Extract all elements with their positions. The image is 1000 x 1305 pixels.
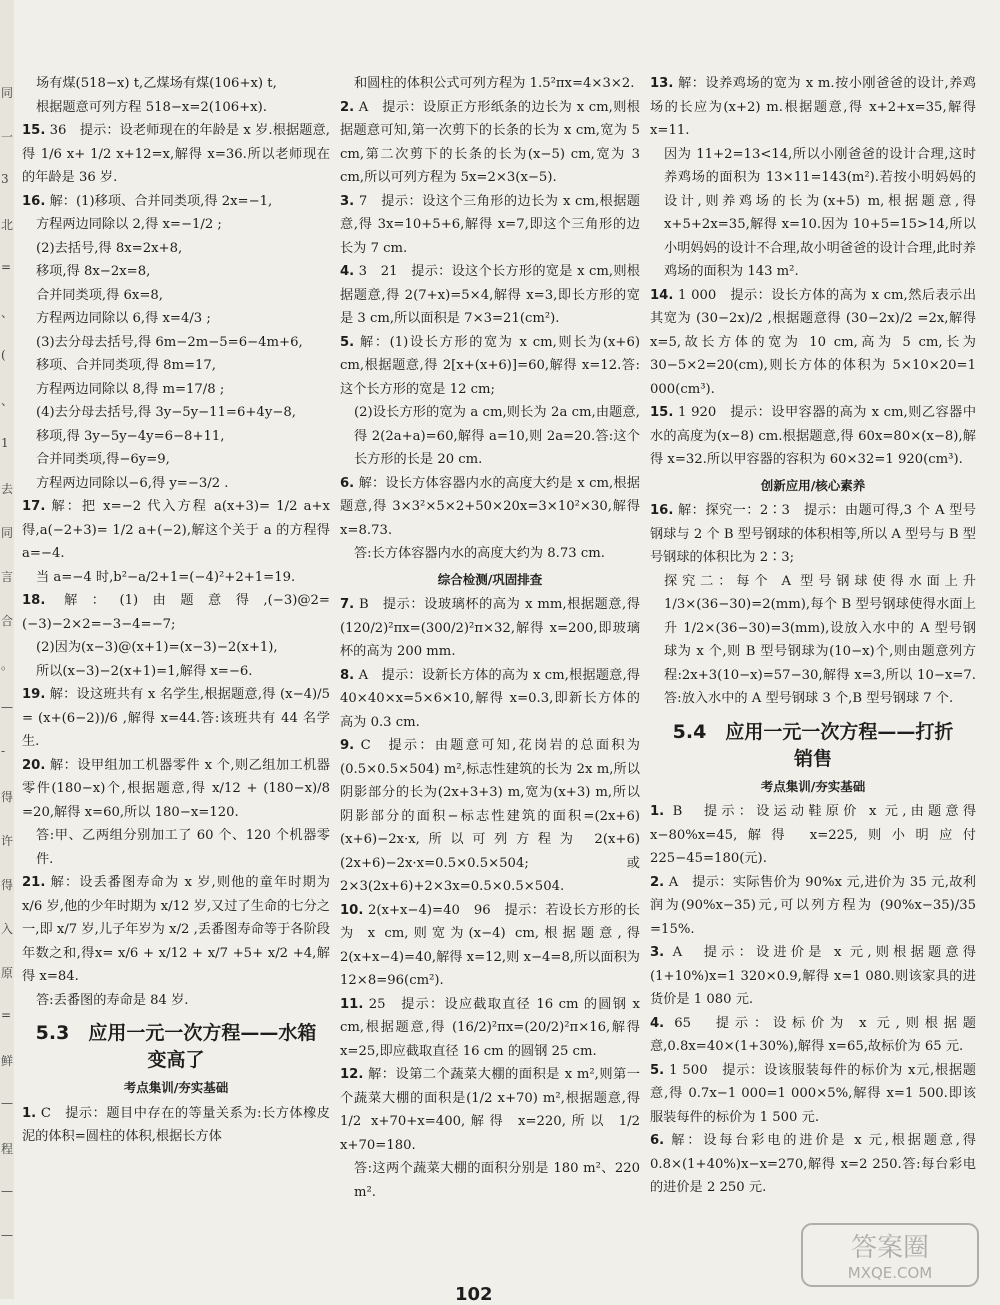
answer-item (22, 119, 330, 190)
section-5-3-subheading: 考点集训/夯实基础 (123, 1080, 229, 1095)
answer-item (22, 284, 330, 308)
item-text: 解：设第二个蔬菜大棚的面积是 x m²,则第一个蔬菜大棚的面积是(1/2 x+70) m²,根据题意,得 1/2 x+70+x=400,解得 x=220,所以 1/2 x+70=180. (340, 1067, 640, 1153)
col2-subheading: 综合检测/巩固排查 (437, 571, 543, 587)
item-number: 2. (340, 99, 355, 115)
edge-char: 、 (1, 306, 14, 320)
item-number: 20. (22, 757, 46, 773)
col3-items-c (650, 800, 976, 1200)
item-number: 14. (650, 287, 674, 303)
edge-char: 一 (1, 130, 14, 144)
answer-item (22, 331, 330, 355)
section-5-3-title-line1: 5.3 应用一元一次方程——水箱 (35, 1022, 317, 1044)
answer-item (650, 941, 976, 1012)
left-margin-strip (0, 0, 14, 1299)
item-text: 因为 11+2=13<14,所以小刚爸爸的设计合理,这时养鸡场的面积为 13×11=143(m²).若按小明妈妈的设计,则养鸡场的长为(x+5) m,根据题意,得 x+5+2x=35,解得 x=10.因为 10+5=15>14,所以小明妈妈的设计不合理,故小明爸爸的设计合理,此时养鸡场的面积为 143 m². (664, 146, 976, 279)
section-5-3-title-line2: 变高了 (147, 1049, 205, 1071)
col2-items (340, 72, 640, 566)
answer-item (340, 1157, 640, 1204)
column-3 (650, 72, 976, 1279)
item-text: 7 提示：设这个三角形的边长为 x cm,根据题意,得 3x=10+5+6,解得 x=7,即这个三角形的边长为 7 cm. (340, 193, 640, 256)
item-number: 19. (22, 687, 46, 702)
item-text: (2)去括号,得 8x=2x+8, (36, 240, 183, 256)
answer-item (22, 378, 330, 402)
item-text: 解：(1)由题意得,(−3)@2=(−3)−2×2=−3−4=−7; (22, 593, 330, 632)
item-text: 解：设这班共有 x 名学生,根据题意,得 (x−4)/5 = (x+(6−2))/6 ,解得 x=44.答:该班共有 44 名学生. (22, 687, 330, 749)
edge-char: 同 (1, 86, 14, 100)
answer-item (340, 260, 640, 331)
edge-char: 鲜 (1, 1054, 14, 1068)
answer-item (650, 1012, 976, 1059)
answer-item (650, 800, 976, 871)
edge-char: 得 (1, 790, 14, 804)
item-number: 15. (22, 123, 46, 138)
answer-item (22, 354, 330, 378)
item-text: A 提示：实际售价为 90%x 元,进价为 35 元,故利润为(90%x−35)元,可以列方程为 (90%x−35)/35 =15%. (650, 874, 976, 937)
answer-item (340, 96, 640, 190)
section-5-4-subheading: 考点集训/夯实基础 (760, 778, 866, 794)
item-text: 合并同类项,得 6x=8, (36, 287, 163, 303)
item-text: 解：设每台彩电的进价是 x 元,根据题意,得 0.8×(1+40%)x−x=270,解得 x=2 250.答:每台彩电的进价是 2 250 元. (650, 1133, 976, 1195)
edge-char: 得 (1, 878, 14, 892)
item-text: 25 提示：设应截取直径 16 cm 的圆钢 x cm,根据题意,得 (16/2)²πx=(20/2)²π×16,解得 x=25,即应截取直径 16 cm 的圆钢 25 cm. (340, 996, 640, 1059)
answer-item (340, 993, 640, 1064)
item-number: 3. (650, 945, 665, 960)
answer-item (650, 499, 976, 570)
edge-char: — (1, 1228, 13, 1242)
item-text: A 提示：设新长方体的高为 x cm,根据题意,得 40×40×x=5×6×10,解得 x=0.3,即新长方体的高为 0.3 cm. (340, 667, 640, 730)
answer-item (22, 72, 330, 96)
answer-item (340, 401, 640, 472)
edge-char: 。 (1, 658, 14, 672)
answer-item (650, 871, 976, 942)
answer-item (650, 284, 976, 402)
item-number: 13. (650, 76, 674, 91)
answer-item (340, 734, 640, 899)
edge-char: 、 (1, 394, 14, 408)
edge-char: 3 (1, 172, 9, 186)
answer-item (22, 190, 330, 214)
answer-item (22, 495, 330, 566)
answer-item (22, 636, 330, 660)
item-number: 3. (340, 193, 355, 209)
item-text: 移项,得 8x−2x=8, (36, 264, 151, 279)
edge-char: 原 (1, 966, 14, 980)
edge-char: 入 (1, 922, 14, 936)
item-text: 36 提示：设老师现在的年龄是 x 岁.根据题意,得 1/6 x+ 1/2 x+12=x,解得 x=36.所以老师现在的年龄是 36 岁. (22, 123, 330, 185)
edge-char: — (1, 1184, 13, 1198)
col3-items-b (650, 499, 976, 711)
edge-char: 言 (1, 570, 14, 584)
answer-item (22, 1102, 330, 1149)
edge-char: 同 (1, 526, 14, 540)
answer-item (340, 72, 640, 96)
answer-item (340, 190, 640, 261)
item-number: 4. (340, 264, 355, 279)
item-text: 移项,得 3y−5y−4y=6−8+11, (36, 428, 225, 444)
answer-item (340, 331, 640, 402)
item-text: 答:甲、乙两组分别加工了 60 个、120 个机器零件. (36, 828, 330, 867)
column-2 (340, 72, 640, 1279)
answer-item (22, 754, 330, 825)
item-number: 5. (340, 334, 355, 350)
item-text: A 提示：设进价是 x 元,则根据题意得(1+10%)x=1 320×0.9,解得 x=1 080.则该家具的进货价是 1 080 元. (650, 945, 976, 1007)
edge-char: 合 (1, 614, 14, 628)
answer-item (22, 824, 330, 871)
item-text: 解：(1)移项、合并同类项,得 2x=−1, (49, 193, 273, 209)
item-number: 11. (340, 996, 364, 1012)
item-text: C 提示：题目中存在的等量关系为:长方体橡皮泥的体积=圆柱的体积,根据长方体 (22, 1105, 330, 1144)
item-text: 1 000 提示：设长方体的高为 x cm,然后表示出其宽为 (30−2x)/2 ,根据题意得 (30−2x)/2 =2x,解得 x=5,故长方体的宽为 10 cm,高为 5 cm,长为 30−5×2=20(cm),则长方体的体积为 5×10×20=1 000(cm³). (650, 287, 976, 397)
edge-char: 1 (1, 436, 9, 450)
item-text: A 提示：设原正方形纸条的边长为 x cm,则根据题意可知,第一次剪下的长条的长为 x cm,宽为 5 cm,第二次剪下的长条的长为(x−5) cm,宽为 3 cm,所以可列方程为 5x=2×3(x−5). (340, 99, 640, 185)
item-text: 所以(x−3)−2(x+1)=1,解得 x=−6. (36, 663, 253, 679)
svg-text:答案圈: 答案圈 (850, 1233, 930, 1263)
item-text: 1 920 提示：设甲容器的高为 x cm,则乙容器中水的高度为(x−8) cm.根据题意,得 60x=80×(x−8),解得 x=32.所以甲容器的容积为 60×32=1 920(cm³). (650, 405, 976, 467)
col1-tail-items (22, 1102, 330, 1149)
answer-item (340, 472, 640, 543)
item-text: B 提示：设玻璃杯的高为 x mm,根据题意,得 (120/2)²πx=(300/2)²π×32,解得 x=200,即玻璃杯的高为 200 mm. (340, 597, 640, 659)
answer-item (22, 448, 330, 472)
edge-char: 许 (1, 834, 14, 848)
answer-item (650, 1129, 976, 1200)
answer-item (22, 660, 330, 684)
item-number: 21. (22, 875, 46, 890)
answer-item (22, 989, 330, 1013)
answer-item (22, 96, 330, 120)
edge-char: = (1, 260, 12, 274)
answer-item (340, 664, 640, 735)
watermark-logo (800, 1222, 980, 1288)
item-number: 2. (650, 874, 665, 890)
col2-items-b (340, 593, 640, 1204)
item-number: 6. (340, 475, 355, 491)
item-text: 答:长方体容器内水的高度大约为 8.73 cm. (354, 546, 605, 561)
item-text: 当 a=−4 时,b²−a/2+1=(−4)²+2+1=19. (36, 569, 296, 585)
item-text: (2)设长方形的宽为 a cm,则长为 2a cm,由题意,得 2(2a+a)=60,解得 a=10,则 2a=20.答:这个长方形的长是 20 cm. (354, 405, 640, 467)
answer-item (340, 1063, 640, 1157)
item-number: 10. (340, 902, 364, 918)
answer-item (340, 593, 640, 664)
edge-char: 去 (1, 482, 14, 496)
edge-char: = (1, 1008, 12, 1022)
col3-items (650, 72, 976, 472)
item-number: 7. (340, 597, 355, 612)
item-text: 65 提示：设标价为 x 元,则根据题意,0.8x=40×(1+30%),解得 x=65,故标价为 65 元. (650, 1015, 976, 1054)
answer-item (22, 213, 330, 237)
section-5-4-title-line2: 销售 (793, 747, 832, 770)
item-text: 方程两边同除以−6,得 y=−3/2 . (36, 475, 229, 491)
edge-char: — (1, 1096, 13, 1110)
item-number: 17. (22, 499, 46, 514)
item-number: 9. (340, 738, 355, 753)
answer-item (22, 237, 330, 261)
item-text: 解：把 x=−2 代入方程 a(x+3)= 1/2 a+x得,a(−2+3)= 1/2 a+(−2),解这个关于 a 的方程得 a=−4. (22, 499, 330, 561)
answer-item (22, 566, 330, 590)
answer-item (22, 472, 330, 496)
item-number: 4. (650, 1015, 665, 1031)
answer-item (22, 871, 330, 989)
item-text: 和圆柱的体积公式可列方程为 1.5²πx=4×3×2. (354, 76, 635, 91)
item-number: 15. (650, 405, 674, 420)
answer-item (22, 307, 330, 331)
section-heading-5-4 (650, 719, 976, 773)
answer-item (22, 260, 330, 284)
item-text: 解：设甲组加工机器零件 x 个,则乙组加工机器零件(180−x)个,根据题意,得 x/12 + (180−x)/8 =20,解得 x=60,所以 180−x=120. (22, 757, 330, 820)
item-text: B 提示：设运动鞋原价 x 元,由题意得 x−80%x=45,解得 x=225,则小明应付 225−45=180(元). (650, 804, 976, 866)
item-number: 8. (340, 667, 355, 683)
item-text: 合并同类项,得−6y=9, (36, 452, 170, 467)
item-text: (2)因为(x−3)@(x+1)=(x−3)−2(x+1), (36, 640, 278, 655)
answer-item (22, 425, 330, 449)
col1-items (22, 72, 330, 1012)
item-text: 方程两边同除以 6,得 x=4/3 ; (36, 311, 211, 326)
svg-text:MXQE.COM: MXQE.COM (847, 1264, 933, 1282)
answer-item (650, 1059, 976, 1130)
item-number: 12. (340, 1067, 364, 1082)
section-heading-5-3 (22, 1020, 330, 1074)
item-text: 3 21 提示：设这个长方形的宽是 x cm,则根据题意,得 2(7+x)=5×4,解得 x=3,即长方形的宽是 3 cm,所以面积是 7×3=21(cm²). (340, 264, 640, 326)
item-number: 5. (650, 1062, 665, 1078)
item-number: 16. (22, 193, 46, 209)
item-text: 答:丢番图的寿命是 84 岁. (36, 992, 189, 1008)
item-text: 移项、合并同类项,得 8m=17, (36, 358, 216, 373)
item-text: 2(x+x−4)=40 96 提示：若设长方形的长为 x cm,则宽为(x−4) cm,根据题意,得 2(x+x−4)=40,解得 x=12,则 x−4=8,所以面积为 12×8=96(cm²). (340, 902, 640, 988)
item-text: (3)去分母去括号,得 6m−2m−5=6−4m+6, (36, 334, 303, 350)
item-number: 1. (22, 1105, 37, 1121)
answer-item (650, 570, 976, 711)
item-text: 解：设养鸡场的宽为 x m.按小刚爸爸的设计,养鸡场的长应为(x+2) m.根据题意,得 x+2+x=35,解得 x=11. (650, 76, 976, 138)
item-text: 解：设长方体容器内水的高度大约是 x cm,根据题意,得 3×3²×5×2+50×20x=3×10²×30,解得 x=8.73. (340, 475, 640, 538)
item-text: 方程两边同除以 8,得 m=17/8 ; (36, 381, 225, 397)
answer-item (650, 401, 976, 472)
answer-item (650, 72, 976, 143)
item-text: 1 500 提示：设该服装每件的标价为 x元,根据题意,得 0.7x−1 000=1 000×5%,解得 x=1 500.即该服装每件的标价为 1 500 元. (650, 1062, 976, 1125)
page-number: 102 (455, 1284, 493, 1305)
edge-char: 北 (1, 218, 14, 232)
item-text: 方程两边同除以 2,得 x=−1/2 ; (36, 217, 222, 232)
edge-char: ( (1, 348, 6, 362)
item-number: 16. (650, 503, 674, 518)
item-text: 探究二：每个 A 型号钢球使得水面上升 1/3×(36−30)=2(mm),每个 B 型号钢球使得水面上升 1/2×(36−30)=3(mm),设放入水中的 A 型号钢球为 x 个,则 B 型号钢球为(10−x)个,则由题意列方程:2x+3(10−x)=57−30,解得 x=3,所以 10−x=7.答:放入水中的 A 型号钢球 3 个,B 型号钢球 7 个. (664, 573, 976, 706)
item-text: 根据题意可列方程 518−x=2(106+x). (36, 99, 267, 115)
item-text: 解：探究一：2∶3 提示：由题可得,3 个 A 型号钢球与 2 个 B 型号钢球的体积相等,所以 A 型号与 B 型号钢球的体积比为 2∶3; (650, 503, 976, 565)
item-text: (4)去分母去括号,得 3y−5y−11=6+4y−8, (36, 405, 296, 420)
item-number: 18. (22, 593, 46, 608)
item-text: 解：(1)设长方形的宽为 x cm,则长为(x+6) cm,根据题意,得 2[x+(x+6)]=60,解得 x=12.答:这个长方形的宽是 12 cm; (340, 334, 640, 397)
answer-item (340, 542, 640, 566)
item-text: 场有煤(518−x) t,乙煤场有煤(106+x) t, (36, 76, 277, 91)
column-1 (22, 72, 330, 1279)
item-number: 6. (650, 1133, 665, 1148)
section-5-4-title-line1: 5.4 应用一元一次方程——打折 (672, 720, 954, 743)
col3-subheading: 创新应用/核心素养 (760, 477, 866, 493)
answer-item (650, 143, 976, 284)
answer-item (340, 899, 640, 993)
item-number: 1. (650, 804, 665, 819)
edge-char: 程 (1, 1142, 14, 1156)
item-text: 解：设丢番图寿命为 x 岁,则他的童年时期为 x/6 岁,他的少年时期为 x/12 岁,又过了生命的七分之一,即 x/7 岁,儿子年岁为 x/2 ,丢番图寿命等于各阶段年数之和,得x= x/6 + x/12 + x/7 +5+ x/2 +4,解得 x=84. (22, 875, 330, 984)
item-text: 答:这两个蔬菜大棚的面积分别是 180 m²、220 m². (354, 1161, 640, 1200)
answer-item (22, 589, 330, 636)
item-text: C 提示：由题意可知,花岗岩的总面积为(0.5×0.5×504) m²,标志性建筑的长为 2x m,所以阴影部分的长为(2x+3+3) m,宽为(x+3) m,所以阴影部分的面积−标志性建筑的面积=(2x+6)(x+6)−2x·x,所以可列方程为 2(x+6)(2x+6)−2x·x=0.5×0.5×504;或 2×3(2x+6)+2×3x=0.5×0.5×504. (340, 738, 640, 894)
edge-char: - (1, 744, 6, 758)
answer-item (22, 683, 330, 754)
answer-item (22, 401, 330, 425)
edge-char: — (1, 700, 13, 714)
